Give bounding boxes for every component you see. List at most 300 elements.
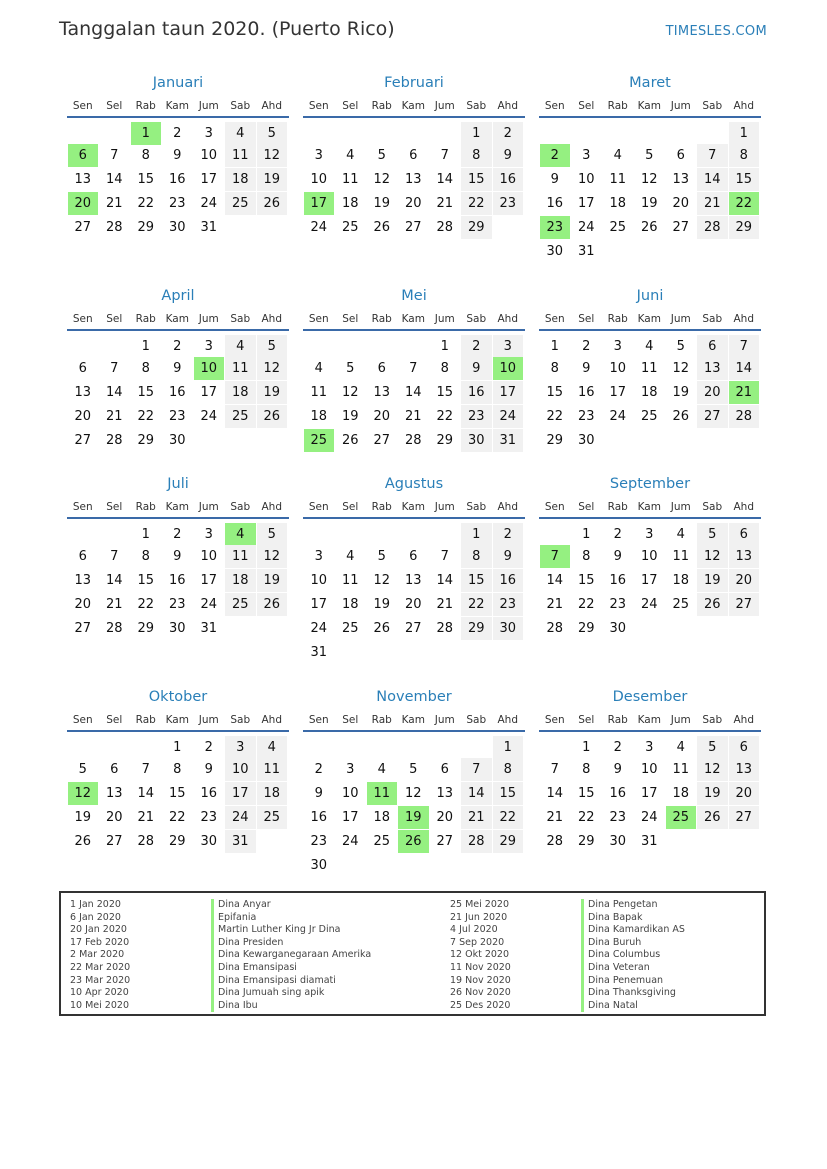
weekend-day-cell: 28 (461, 830, 492, 853)
week-row (67, 120, 289, 144)
month-name: Januari (152, 75, 204, 91)
weekday-label: Rab (371, 501, 392, 513)
weekday-label: Sab (230, 313, 251, 325)
weekend-day-cell: 1 (493, 736, 524, 759)
day-cell: 17 (341, 810, 359, 825)
week-row (539, 240, 761, 264)
weekday-label: Sab (466, 100, 487, 112)
month-januari (67, 70, 289, 240)
weekday-label: Rab (607, 714, 628, 726)
weekend-day-cell: 4 (225, 122, 256, 145)
day-cell: 11 (341, 172, 359, 187)
weekday-label: Sab (230, 100, 251, 112)
day-cell: 14 (404, 385, 422, 400)
day-cell: 9 (173, 361, 182, 376)
brand-link[interactable]: TIMESLES.COM (665, 24, 767, 39)
day-cell: 3 (613, 339, 622, 354)
week-row (67, 593, 289, 617)
weekend-day-cell: 28 (729, 405, 760, 428)
weekend-day-cell: 27 (729, 593, 760, 616)
week-row (303, 806, 525, 830)
weekend-day-cell: 26 (257, 192, 288, 215)
week-row (67, 782, 289, 806)
legend-date: 1 Jan 2020 (70, 899, 121, 910)
empty-cell (666, 429, 697, 452)
day-cell: 9 (173, 148, 182, 163)
day-cell: 31 (577, 244, 595, 259)
day-cell: 12 (672, 361, 690, 376)
weekend-day-cell: 18 (225, 168, 256, 191)
day-cell: 18 (672, 573, 690, 588)
day-cell: 23 (609, 597, 627, 612)
weekend-day-cell: 22 (461, 192, 492, 215)
weekend-day-cell: 4 (257, 736, 288, 759)
day-cell: 11 (609, 172, 627, 187)
day-cell: 21 (105, 597, 123, 612)
empty-cell (257, 830, 288, 853)
empty-cell (367, 523, 398, 546)
day-cell: 20 (105, 810, 123, 825)
day-cell: 12 (404, 786, 422, 801)
weekday-label: Sen (72, 313, 93, 325)
day-cell: 11 (672, 549, 690, 564)
empty-cell (99, 736, 130, 759)
day-cell: 3 (204, 339, 213, 354)
empty-cell (398, 122, 429, 145)
weekend-day-cell: 29 (729, 216, 760, 239)
day-cell: 17 (310, 597, 328, 612)
legend-dates-right (450, 899, 511, 1012)
day-cell: 18 (373, 810, 391, 825)
day-cell: 7 (440, 148, 449, 163)
legend-holiday-name: Epifania (211, 912, 371, 925)
month-juni (539, 283, 761, 453)
empty-cell (697, 122, 728, 145)
weekday-label: Sel (342, 714, 359, 726)
weekend-day-cell: 8 (729, 144, 760, 167)
holiday-day-cell: 7 (540, 545, 571, 568)
legend-date: 25 Mei 2020 (450, 899, 509, 910)
day-cell: 4 (676, 740, 685, 755)
weekend-day-cell: 7 (697, 144, 728, 167)
weekend-day-cell: 15 (493, 782, 524, 805)
weekday-label: Sel (106, 714, 123, 726)
week-row (67, 381, 289, 405)
legend-holiday-name: Dina Penemuan (581, 975, 685, 988)
weekend-day-cell: 9 (493, 144, 524, 167)
week-row (303, 782, 525, 806)
day-cell: 13 (404, 172, 422, 187)
empty-cell (729, 830, 760, 853)
weekend-day-cell: 15 (461, 168, 492, 191)
day-cell: 20 (373, 409, 391, 424)
weekend-day-cell: 27 (729, 806, 760, 829)
week-row (67, 617, 289, 641)
day-cell: 14 (546, 573, 564, 588)
week-row (303, 569, 525, 593)
legend-date: 23 Mar 2020 (70, 974, 131, 986)
day-cell: 5 (346, 361, 355, 376)
weekend-day-cell: 5 (257, 335, 288, 358)
day-cell: 30 (168, 433, 186, 448)
week-row (67, 357, 289, 381)
weekday-label: Ahd (733, 313, 754, 325)
day-cell: 29 (577, 834, 595, 849)
legend-holiday-name: Dina Natal (581, 1000, 685, 1013)
day-cell: 8 (141, 361, 150, 376)
day-cell: 3 (582, 148, 591, 163)
weekend-day-cell: 30 (461, 429, 492, 452)
weekend-day-cell: 29 (461, 617, 492, 640)
weekend-day-cell: 28 (697, 216, 728, 239)
week-row (303, 758, 525, 782)
day-cell: 2 (613, 740, 622, 755)
week-row (539, 758, 761, 782)
day-cell: 9 (613, 549, 622, 564)
day-cell: 28 (546, 834, 564, 849)
weekday-label: Sel (106, 501, 123, 513)
day-cell: 7 (110, 361, 119, 376)
holiday-day-cell: 23 (540, 216, 571, 239)
day-cell: 27 (404, 621, 422, 636)
day-cell: 16 (577, 385, 595, 400)
weekday-label: Sel (342, 501, 359, 513)
empty-cell (367, 736, 398, 759)
empty-cell (666, 240, 697, 263)
day-cell: 21 (546, 810, 564, 825)
weekday-label: Sel (578, 501, 595, 513)
day-cell: 15 (137, 172, 155, 187)
holiday-day-cell: 19 (398, 806, 429, 829)
empty-cell (335, 854, 366, 877)
day-cell: 27 (436, 834, 454, 849)
day-cell: 26 (672, 409, 690, 424)
legend-date: 6 Jan 2020 (70, 911, 121, 923)
holiday-day-cell: 1 (131, 122, 162, 145)
weekend-day-cell: 26 (257, 405, 288, 428)
day-cell: 31 (200, 220, 218, 235)
day-cell: 28 (436, 621, 454, 636)
day-cell: 10 (341, 786, 359, 801)
day-cell: 26 (373, 621, 391, 636)
weekend-day-cell: 11 (257, 758, 288, 781)
weekday-header (303, 96, 525, 118)
day-cell: 17 (640, 573, 658, 588)
day-cell: 19 (341, 409, 359, 424)
legend-holiday-name: Dina Presiden (211, 937, 371, 950)
empty-cell (493, 854, 524, 877)
day-cell: 3 (645, 740, 654, 755)
weekday-label: Sel (342, 100, 359, 112)
weekend-day-cell: 27 (697, 405, 728, 428)
empty-cell (603, 429, 634, 452)
weekday-header (539, 96, 761, 118)
month-name: Mei (401, 288, 427, 304)
weekend-day-cell: 18 (257, 782, 288, 805)
weekend-day-cell: 22 (461, 593, 492, 616)
weekend-day-cell: 13 (697, 357, 728, 380)
day-cell: 3 (645, 527, 654, 542)
legend-holiday-name: Dina Ibu (211, 1000, 371, 1013)
day-cell: 6 (676, 148, 685, 163)
month-februari (303, 70, 525, 240)
weekday-label: Kam (401, 714, 425, 726)
weekend-day-cell: 26 (697, 593, 728, 616)
day-cell: 30 (200, 834, 218, 849)
month-desember (539, 684, 761, 854)
week-row (303, 854, 525, 878)
empty-cell (461, 736, 492, 759)
week-row (539, 569, 761, 593)
day-cell: 15 (168, 786, 186, 801)
week-row (539, 192, 761, 216)
day-cell: 21 (137, 810, 155, 825)
weekday-label: Jum (198, 714, 219, 726)
weekend-day-cell: 31 (493, 429, 524, 452)
empty-cell (194, 429, 225, 452)
weekday-label: Rab (607, 313, 628, 325)
empty-cell (68, 335, 99, 358)
weekday-label: Sen (72, 501, 93, 513)
empty-cell (540, 122, 571, 145)
day-cell: 11 (341, 573, 359, 588)
legend-date: 10 Apr 2020 (70, 987, 129, 999)
legend-date: 2 Mar 2020 (70, 949, 125, 961)
day-cell: 6 (440, 762, 449, 777)
day-cell: 1 (440, 339, 449, 354)
empty-cell (304, 523, 335, 546)
day-cell: 1 (141, 527, 150, 542)
weekend-day-cell: 16 (461, 381, 492, 404)
week-row (67, 192, 289, 216)
day-cell: 15 (436, 385, 454, 400)
day-cell: 24 (200, 196, 218, 211)
day-cell: 21 (105, 196, 123, 211)
day-cell: 2 (173, 126, 182, 141)
weekend-day-cell: 12 (697, 545, 728, 568)
empty-cell (697, 429, 728, 452)
day-cell: 16 (546, 196, 564, 211)
week-row (303, 381, 525, 405)
week-row (539, 806, 761, 830)
holiday-day-cell: 10 (493, 357, 524, 380)
weekday-label: Sab (702, 100, 723, 112)
week-row (303, 168, 525, 192)
day-cell: 10 (200, 549, 218, 564)
day-cell: 4 (314, 361, 323, 376)
weekday-label: Ahd (261, 714, 282, 726)
legend-holiday-name: Martin Luther King Jr Dina (211, 924, 371, 937)
weekend-day-cell: 20 (697, 381, 728, 404)
day-cell: 17 (200, 385, 218, 400)
empty-cell (666, 122, 697, 145)
weekend-day-cell: 25 (225, 405, 256, 428)
weekend-day-cell: 19 (697, 782, 728, 805)
day-cell: 28 (546, 621, 564, 636)
day-cell: 11 (672, 762, 690, 777)
weekday-label: Rab (607, 501, 628, 513)
weekend-day-cell: 1 (729, 122, 760, 145)
day-cell: 14 (105, 385, 123, 400)
weekday-label: Kam (401, 313, 425, 325)
weekday-label: Sen (544, 100, 565, 112)
day-cell: 2 (582, 339, 591, 354)
day-cell: 4 (613, 148, 622, 163)
day-cell: 13 (404, 573, 422, 588)
weekend-day-cell: 19 (697, 569, 728, 592)
empty-cell (540, 523, 571, 546)
legend-date: 10 Mei 2020 (70, 999, 129, 1011)
empty-cell (68, 523, 99, 546)
day-cell: 16 (168, 573, 186, 588)
weekday-label: Rab (135, 313, 156, 325)
day-cell: 20 (74, 597, 92, 612)
day-cell: 8 (440, 361, 449, 376)
weekday-label: Ahd (733, 100, 754, 112)
empty-cell (634, 240, 665, 263)
day-cell: 31 (640, 834, 658, 849)
day-cell: 17 (577, 196, 595, 211)
day-cell: 28 (105, 433, 123, 448)
empty-cell (666, 617, 697, 640)
holiday-day-cell: 2 (540, 144, 571, 167)
day-cell: 18 (672, 786, 690, 801)
day-cell: 17 (200, 573, 218, 588)
month-agustus (303, 471, 525, 665)
weekday-label: Sen (72, 714, 93, 726)
weekend-day-cell: 15 (729, 168, 760, 191)
day-cell: 24 (640, 810, 658, 825)
day-cell: 13 (436, 786, 454, 801)
week-row (67, 405, 289, 429)
day-cell: 1 (550, 339, 559, 354)
day-cell: 6 (78, 361, 87, 376)
day-cell: 25 (341, 621, 359, 636)
empty-cell (257, 617, 288, 640)
week-row (67, 830, 289, 854)
day-cell: 10 (640, 762, 658, 777)
week-row (303, 734, 525, 758)
weekday-label: Sab (230, 714, 251, 726)
week-row (67, 521, 289, 545)
day-cell: 14 (436, 172, 454, 187)
day-cell: 15 (546, 385, 564, 400)
weekend-day-cell: 11 (225, 545, 256, 568)
day-cell: 26 (74, 834, 92, 849)
empty-cell (99, 335, 130, 358)
week-row (303, 357, 525, 381)
weekend-day-cell: 15 (461, 569, 492, 592)
weekend-day-cell: 13 (729, 545, 760, 568)
empty-cell (68, 122, 99, 145)
weekday-label: Jum (670, 100, 691, 112)
day-cell: 26 (373, 220, 391, 235)
day-cell: 2 (173, 339, 182, 354)
legend-holiday-name: Dina Emansipasi diamati (211, 975, 371, 988)
day-cell: 4 (377, 762, 386, 777)
day-cell: 15 (137, 573, 155, 588)
weekend-day-cell: 10 (225, 758, 256, 781)
day-cell: 6 (377, 361, 386, 376)
weekday-label: Jum (434, 714, 455, 726)
day-cell: 16 (200, 786, 218, 801)
day-cell: 13 (373, 385, 391, 400)
weekend-day-cell: 19 (257, 381, 288, 404)
day-cell: 1 (141, 339, 150, 354)
week-row (303, 405, 525, 429)
month-mei (303, 283, 525, 453)
weekday-label: Ahd (497, 100, 518, 112)
day-cell: 23 (168, 409, 186, 424)
legend-date: 17 Feb 2020 (70, 936, 130, 948)
day-cell: 27 (74, 621, 92, 636)
day-cell: 7 (550, 762, 559, 777)
day-cell: 18 (341, 597, 359, 612)
day-cell: 4 (346, 549, 355, 564)
weekend-day-cell: 21 (697, 192, 728, 215)
week-row (303, 830, 525, 854)
empty-cell (603, 122, 634, 145)
week-row (67, 429, 289, 453)
weekday-label: Kam (165, 100, 189, 112)
legend-date: 25 Des 2020 (450, 999, 511, 1011)
day-cell: 3 (314, 148, 323, 163)
day-cell: 19 (640, 196, 658, 211)
weekday-label: Sen (544, 714, 565, 726)
day-cell: 7 (110, 549, 119, 564)
month-name: September (609, 476, 691, 492)
legend-date: 22 Mar 2020 (70, 961, 131, 973)
day-cell: 18 (310, 409, 328, 424)
day-cell: 23 (609, 810, 627, 825)
day-cell: 22 (137, 196, 155, 211)
week-row (67, 758, 289, 782)
weekend-day-cell: 4 (225, 335, 256, 358)
day-cell: 22 (137, 597, 155, 612)
day-cell: 7 (440, 549, 449, 564)
day-cell: 2 (314, 762, 323, 777)
empty-cell (99, 523, 130, 546)
weekend-day-cell: 19 (257, 168, 288, 191)
weekend-day-cell: 2 (493, 523, 524, 546)
day-cell: 10 (609, 361, 627, 376)
month-september (539, 471, 761, 641)
day-cell: 22 (546, 409, 564, 424)
day-cell: 1 (582, 740, 591, 755)
weekday-header (303, 309, 525, 331)
day-cell: 18 (341, 196, 359, 211)
day-cell: 4 (346, 148, 355, 163)
day-cell: 15 (577, 786, 595, 801)
legend-holiday-name: Dina Veteran (581, 962, 685, 975)
empty-cell (729, 240, 760, 263)
weekend-day-cell: 16 (493, 168, 524, 191)
week-row (303, 617, 525, 641)
day-cell: 30 (609, 834, 627, 849)
day-cell: 29 (168, 834, 186, 849)
weekday-label: Sen (308, 714, 329, 726)
empty-cell (571, 122, 602, 145)
day-cell: 9 (582, 361, 591, 376)
empty-cell (461, 641, 492, 664)
day-cell: 6 (409, 549, 418, 564)
weekend-day-cell: 24 (493, 405, 524, 428)
day-cell: 24 (310, 220, 328, 235)
day-cell: 17 (640, 786, 658, 801)
weekday-header (67, 96, 289, 118)
legend-date: 26 Nov 2020 (450, 987, 511, 999)
month-name: April (161, 288, 195, 304)
